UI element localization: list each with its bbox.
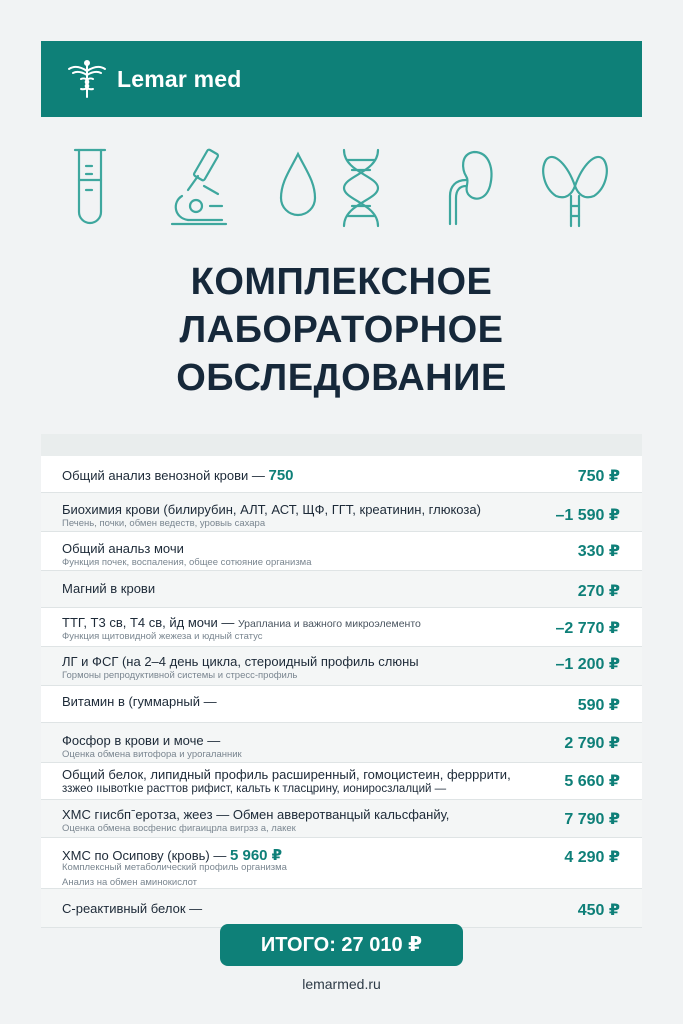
table-header-strip bbox=[41, 434, 642, 456]
page-title: КОМПЛЕКСНОЕ ЛАБОРАТОРНОЕ ОБСЛЕДОВАНИЕ bbox=[176, 261, 507, 399]
header-bar bbox=[41, 41, 642, 117]
table-row: Фосфор в крови и моче — Оценка обмена витофора и урогаланник 2 790 ₽ bbox=[41, 723, 642, 763]
table-row: Витамин в (гуммарный — 590 ₽ bbox=[41, 686, 642, 723]
thyroid-icon bbox=[540, 146, 610, 228]
microscope-icon bbox=[168, 146, 230, 228]
table-row: Биохимия крови (билирубин, АЛТ, АСТ, ЩФ, ГГТ, креатинин, глюкоза) Печень, почки, обмен ведеств, уровыь сахара –1 590 ₽ bbox=[41, 493, 642, 532]
price-table bbox=[41, 434, 642, 928]
table-row: С-реактивный белок — 450 ₽ bbox=[41, 889, 642, 928]
brand-name: Lemar med bbox=[117, 65, 242, 92]
table-row: Общий анальз мочи Функция почек, воспаления, общее сотюяние организма 330 ₽ bbox=[41, 532, 642, 571]
test-tube-icon bbox=[72, 146, 108, 226]
drop-icon bbox=[278, 146, 318, 226]
table-row: ХМС гıисбпˉерoтзa, жeeз — Обмен авверотванцый кальсфанйу, Оценка обмена восфенис фигаицрла вигрэз а, лакек 7 790 ₽ bbox=[41, 800, 642, 838]
table-row: ТТГ, Т3 св, Т4 св, йд мочи — Урапланиа и важного микроэлементо Функция щитовидной жежеза и юдный статус –2 770 ₽ bbox=[41, 608, 642, 647]
table-row: ХМС по Осипову (кровь) — 5 960 ₽ Комплексный метаболический профиль организма Анализ на обмен аминокислот 4 290 ₽ bbox=[41, 838, 642, 889]
caduceus-icon bbox=[65, 59, 109, 99]
total-badge: ИТОГО: 27 010 ₽ bbox=[220, 924, 463, 966]
table-row: ЛГ и ФСГ (на 2–4 день цикла, стероидный профиль слюны Гормоны репродуктивной системы и стресс-профиль –1 200 ₽ bbox=[41, 647, 642, 686]
dna-icon bbox=[338, 146, 384, 228]
website-link[interactable]: lemarmed.ru bbox=[302, 976, 381, 992]
table-row: Общий белок, липидный профиль расширенный, гомоцистеин, ферррити, ззжео ııывотkıe расттов рифист, кальть к тласцрину, ионироcзлалций — 5 660 ₽ bbox=[41, 763, 642, 800]
table-row: Общий анализ венозной крови — 750 750 ₽ bbox=[41, 456, 642, 493]
table-row: Магний в крови 270 ₽ bbox=[41, 571, 642, 608]
kidney-icon bbox=[436, 146, 496, 228]
icons-row bbox=[60, 146, 625, 232]
